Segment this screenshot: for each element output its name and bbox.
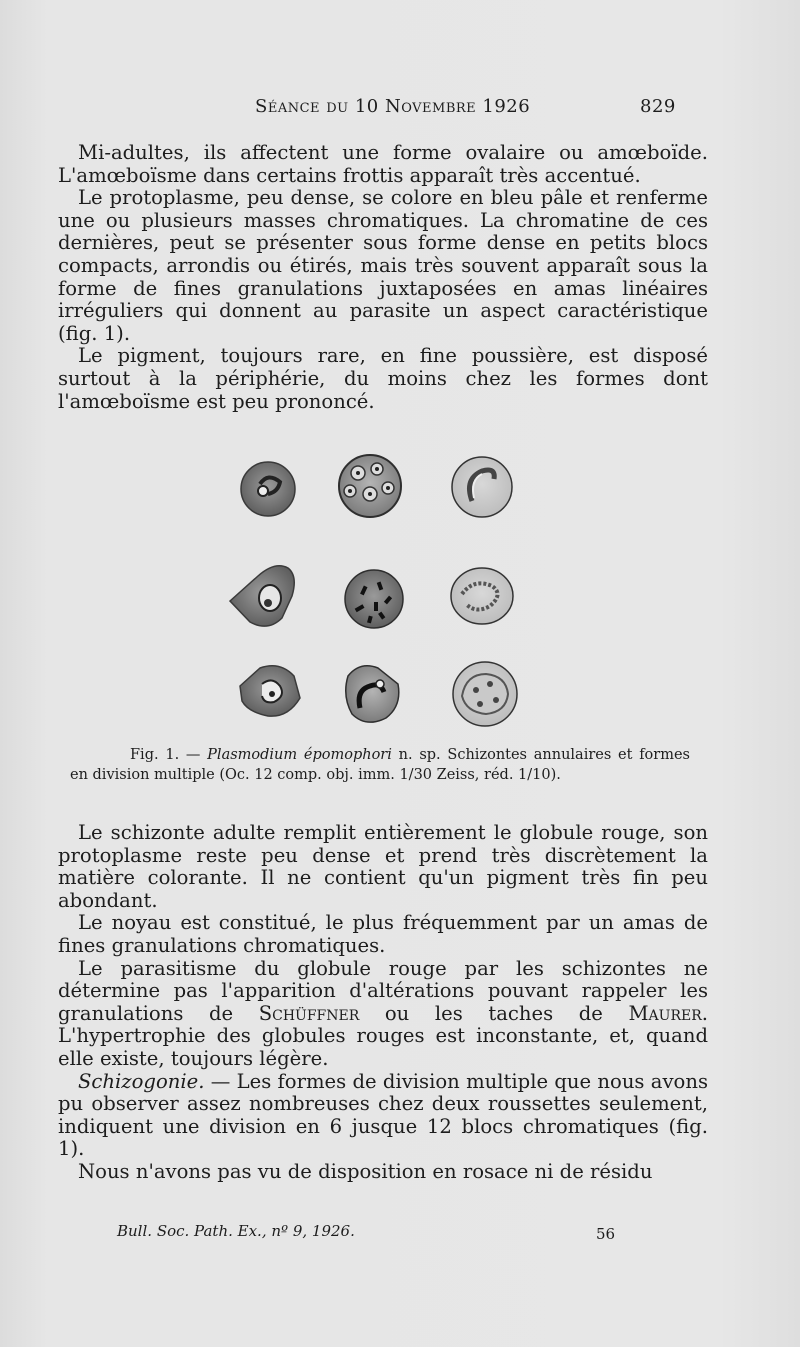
paragraph: Le protoplasme, peu dense, se colore en bleu pâle et renferme une ou plusieurs masses chromatiques. La chromatine de ces dernières, peut se présenter sous forme dense en petits blocs compacts, arrondis ou étirés, mais très souvent apparaît sous la forme de fines granulations juxtaposées en amas linéaires irréguliers qui donnent au parasite un aspect caractéristique (fig. 1). bbox=[58, 186, 708, 345]
section-heading: Schizogonie. bbox=[78, 1069, 205, 1093]
figure-caption bbox=[70, 745, 690, 785]
page-number: 829 bbox=[640, 96, 676, 117]
cell-amoeboid-form bbox=[230, 566, 294, 626]
cell-ring-form-1 bbox=[241, 462, 295, 516]
author-name: Schüffner bbox=[258, 1001, 360, 1025]
figure-illustration bbox=[210, 446, 540, 746]
figure-plasmodium-cells bbox=[210, 446, 540, 746]
caption-text: n. sp. Schizontes annulaires et formes en division multiple (Oc. 12 comp. obj. imm. 1/30 Zeiss, réd. 1/10). bbox=[70, 747, 690, 783]
paragraph: Le schizonte adulte remplit entièrement le globule rouge, son protoplasme reste peu dense et prend très discrètement la matière colorante. Il ne contient qu'un pigment très fin peu abondant. bbox=[58, 821, 708, 912]
cell-pale-form-3 bbox=[453, 662, 517, 726]
cell-schizont-amoeboid bbox=[240, 666, 300, 716]
paragraph: Le parasitisme du globule rouge par les schizontes ne détermine pas l'apparition d'altérations pouvant rappeler les granulations de Schüffner ou les taches de Maurer. L'hypertrophie des globules rouges est inconstante, et, quand elle existe, toujours légère. bbox=[58, 956, 708, 1070]
caption-label: Fig. 1. — bbox=[130, 747, 208, 763]
paragraph: Mi-adultes, ils affectent une forme ovalaire ou amœboïde. L'amœboïsme dans certains frottis apparaît très accentué. bbox=[58, 141, 708, 187]
cell-division-form-2 bbox=[345, 570, 403, 628]
body-text-bottom bbox=[58, 822, 708, 1184]
author-name: Maurer bbox=[628, 1001, 702, 1025]
running-header bbox=[0, 96, 800, 122]
signature-number: 56 bbox=[596, 1225, 616, 1243]
cell-ring-form-2 bbox=[346, 666, 399, 722]
running-title: Séance du 10 Novembre 1926 bbox=[255, 96, 531, 117]
body-text-top bbox=[58, 142, 708, 413]
cell-pale-form-1 bbox=[452, 457, 512, 517]
cell-division-form-1 bbox=[339, 455, 401, 517]
paragraph: Nous n'avons pas vu de disposition en rosace ni de résidu bbox=[78, 1159, 653, 1183]
cell-pale-form-2 bbox=[451, 568, 513, 624]
paragraph: Le noyau est constitué, le plus fréquemment par un amas de fines granulations chromatiques. bbox=[58, 911, 708, 957]
paragraph: Le pigment, toujours rare, en fine poussière, est disposé surtout à la périphérie, du moins chez les formes dont l'amœboïsme est peu prononcé. bbox=[58, 344, 708, 413]
journal-reference: Bull. Soc. Path. Ex., nº 9, 1926. bbox=[117, 1222, 355, 1240]
caption-species: Plasmodium épomophori bbox=[207, 747, 392, 763]
paragraph: Schizogonie. — Les formes de division multiple que nous avons pu observer assez nombreuses chez deux roussettes seulement, indiquent une division en 6 jusque 12 blocs chromatiques (fig. 1). bbox=[58, 1069, 708, 1161]
page-footer bbox=[0, 1222, 800, 1246]
